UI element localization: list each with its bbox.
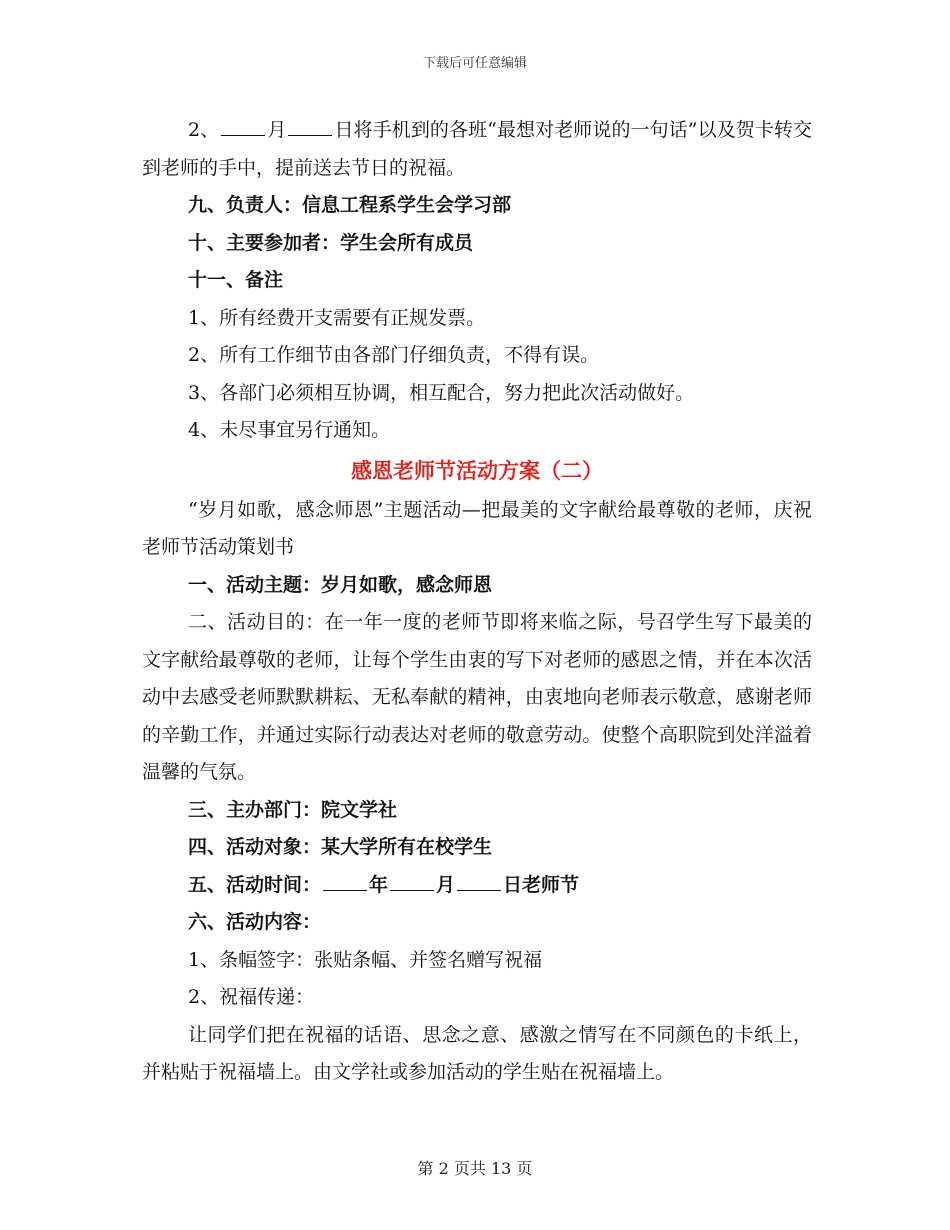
page-header: 下载后可任意编辑 [422,56,527,71]
note-item-2: 2、所有工作细节由各部门仔细负责，不得有误。 [188,344,600,366]
year-label: 年 [369,873,389,896]
section-responsible: 九、负责人：信息工程系学生会学习部 [188,194,512,216]
note-item-1: 1、所有经费开支需要有正规发票。 [188,306,486,329]
content-item-1: 1、条幅签字：张贴条幅、并签名赠写祝福 [188,948,543,971]
blank-month [390,870,434,891]
month-label: 月 [267,119,287,141]
content-paragraph: 让同学们把在祝福的话语、思念之意、感激之情写在不同颜色的卡纸上，并粘贴于祝福墙上。由文学社或参加活动的学生贴在祝福墙上。 [142,1023,812,1083]
section-time [142,867,812,905]
month-label: 月 [436,873,456,896]
blank-day [288,115,332,136]
section-title: 感恩老师节活动方案（二） [351,458,603,483]
section-participants: 十、主要参加者：学生会所有成员 [188,231,474,254]
section-organizer: 三、主办部门：院文学社 [188,798,398,821]
section-audience: 四、活动对象：某大学所有在校学生 [188,836,493,858]
section-purpose: 二、活动目的：在一年一度的老师节即将来临之际，号召学生写下最美的文字献给最尊敬的老师，让每个学生由衷的写下对老师的感恩之情，并在本次活动中去感受老师默默耕耘、无私奉献的精神，由衷地向老师表示敬意，感谢老师的辛勤工作，并通过实际行动表达对老师的敬意劳动。使整个高职院到处洋溢着温馨的气氛。 [142,611,812,783]
paragraph-text: 日将手机到的各班“最想对老师说的一句话”以及贺卡转交到老师的手中，提前送去节日的祝福。 [142,119,812,179]
paragraph-item-2 [142,112,812,187]
section-notes: 十一、备注 [188,269,284,291]
note-item-4: 4、未尽事宜另行通知。 [188,419,391,441]
section-theme: 一、活动主题：岁月如歌，感念师恩 [188,573,493,596]
blank-year [323,870,367,891]
document-body [142,112,812,1092]
time-label: 五、活动时间： [188,873,322,896]
blank-day [457,870,501,891]
blank-month [221,115,265,136]
content-item-2: 2、祝福传递： [188,986,315,1008]
note-item-3: 3、各部门必须相互协调，相互配合，努力把此次活动做好。 [188,381,695,404]
day-label: 日老师节 [503,873,580,896]
section-content: 六、活动内容： [188,911,322,933]
intro-paragraph: “岁月如歌，感念师恩”主题活动—把最美的文字献给最尊敬的老师，庆祝老师节活动策划书 [142,498,812,558]
page-footer: 第 2 页共 13 页 [417,1159,533,1178]
item-number: 2、 [188,119,220,141]
